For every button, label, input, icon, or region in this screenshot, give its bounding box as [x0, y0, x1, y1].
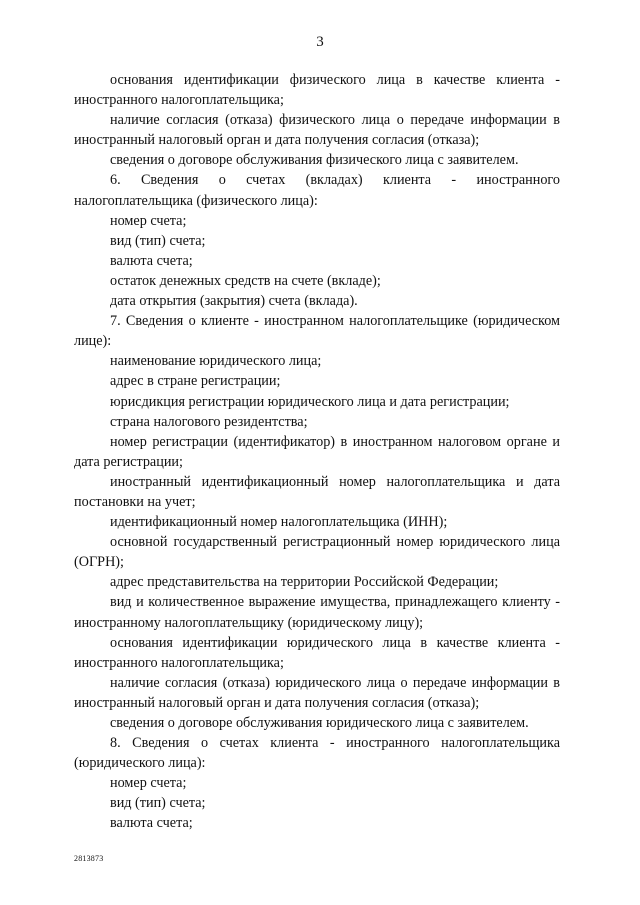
paragraph: адрес в стране регистрации;	[110, 373, 281, 390]
paragraph: вид и количественное выражение имущества, принадлежащего клиенту - иностранному налогоплательщику (юридическому лицу);	[74, 594, 560, 631]
paragraph: наименование юридического лица;	[110, 353, 322, 370]
paragraph: вид (тип) счета;	[110, 795, 206, 812]
footer-document-code: 2813873	[74, 854, 104, 863]
paragraph: адрес представительства на территории Российской Федерации;	[110, 574, 499, 591]
paragraph: основания идентификации юридического лица в качестве клиента - иностранного налогоплательщика;	[74, 634, 560, 671]
page-number: 3	[316, 34, 324, 50]
paragraph: сведения о договоре обслуживания физического лица с заявителем.	[110, 152, 519, 169]
section-heading-8: 8. Сведения о счетах клиента - иностранного налогоплательщика (юридического лица):	[74, 735, 560, 772]
paragraph: валюта счета;	[110, 815, 193, 832]
paragraph: основной государственный регистрационный номер юридического лица (ОГРН);	[74, 534, 560, 571]
paragraph: сведения о договоре обслуживания юридического лица с заявителем.	[110, 715, 529, 731]
paragraph: юрисдикция регистрации юридического лица и дата регистрации;	[110, 393, 510, 410]
paragraph: основания идентификации физического лица в качестве клиента - иностранного налогоплательщика;	[74, 72, 560, 109]
paragraph: номер счета;	[110, 212, 187, 229]
paragraph: валюта счета;	[110, 252, 193, 269]
paragraph: страна налогового резидентства;	[110, 413, 308, 430]
paragraph: наличие согласия (отказа) юридического лица о передаче информации в иностранный налоговый орган и дата получения согласия (отказа);	[74, 674, 560, 711]
section-heading-6: 6. Сведения о счетах (вкладах) клиента - иностранного налогоплательщика (физического лица):	[74, 172, 560, 209]
paragraph: номер регистрации (идентификатор) в иностранном налоговом органе и дата регистрации;	[74, 433, 560, 470]
section-heading-7: 7. Сведения о клиенте - иностранном налогоплательщике (юридическом лице):	[74, 313, 560, 350]
paragraph: дата открытия (закрытия) счета (вклада).	[110, 293, 358, 310]
paragraph: остаток денежных средств на счете (вкладе);	[110, 272, 381, 289]
paragraph: иностранный идентификационный номер налогоплательщика и дата постановки на учет;	[74, 473, 560, 510]
paragraph: вид (тип) счета;	[110, 232, 206, 249]
document-body	[74, 70, 560, 834]
paragraph: номер счета;	[110, 775, 187, 792]
paragraph: идентификационный номер налогоплательщика (ИНН);	[110, 514, 448, 531]
paragraph: наличие согласия (отказа) физического лица о передаче информации в иностранный налоговый орган и дата получения согласия (отказа);	[74, 112, 560, 149]
